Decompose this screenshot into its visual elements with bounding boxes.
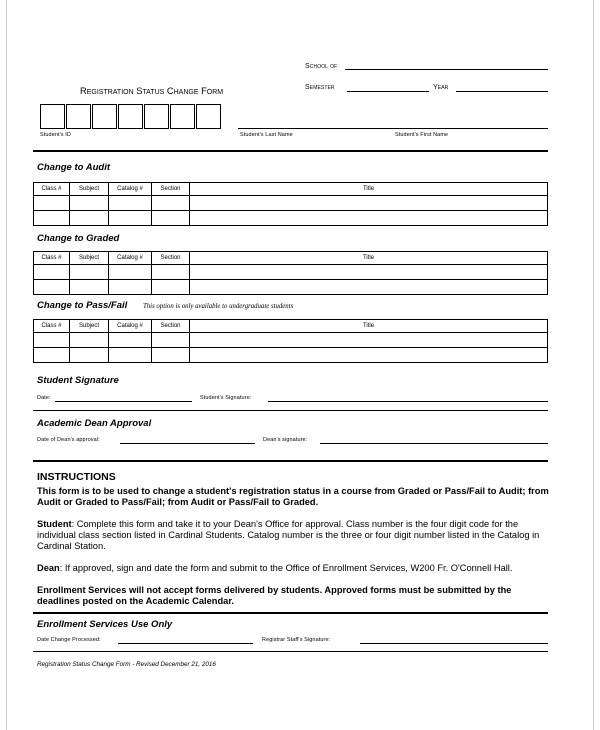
table-cell[interactable] (109, 280, 152, 295)
section-divider (33, 410, 548, 411)
instructions-paragraph: This form is to be used to change a student's registration status in a course from Graded or Pass/Fail to Audit; from Audit or Graded to Pass/Fail; from Audit or Pass/Fail to Graded. (37, 486, 549, 508)
first-name-label: Student's First Name (395, 132, 449, 138)
table-cell[interactable] (152, 196, 190, 211)
table-cell[interactable] (70, 265, 109, 280)
table-cell[interactable] (109, 348, 152, 363)
dean-date-label: Date of Dean's approval: (37, 437, 100, 443)
form-footer: Registration Status Change Form - Revised December 21, 2016 (37, 661, 216, 668)
graded-title: Change to Graded (37, 233, 120, 244)
passfail-note: This option is only available to undergraduate students (143, 303, 294, 310)
table-cell[interactable] (70, 211, 109, 226)
table-cell[interactable] (190, 211, 548, 226)
dean-date-field[interactable] (120, 443, 255, 444)
col-header: Catalog # (109, 183, 152, 196)
signature-date-label: Date: (37, 395, 51, 401)
table-cell[interactable] (109, 265, 152, 280)
table-cell[interactable] (70, 280, 109, 295)
graded-table (33, 251, 548, 295)
registrar-signature-label: Registrar Staff's Signature: (262, 637, 331, 643)
table-cell[interactable] (152, 348, 190, 363)
col-header: Section (152, 183, 190, 196)
table-cell[interactable] (70, 333, 109, 348)
section-divider (33, 150, 548, 152)
col-header: Catalog # (109, 320, 152, 333)
table-cell[interactable] (152, 333, 190, 348)
instructions-lead: Dean (37, 563, 60, 573)
table-cell[interactable] (70, 196, 109, 211)
signature-date-field[interactable] (55, 401, 192, 402)
audit-table (33, 182, 548, 226)
col-header: Subject (70, 320, 109, 333)
instructions-dean (37, 563, 549, 574)
instructions-text: : Complete this form and take it to your Dean's Office for approval. Class number is the four digit code for the individual class section listed in Cardinal Students. Catalog number is the three or four digit number listed in the Catalog in Cardinal Station. (37, 519, 540, 552)
instructions-student (37, 519, 549, 553)
passfail-table (33, 319, 548, 363)
section-divider (33, 460, 548, 462)
student-id-box[interactable] (40, 104, 65, 129)
student-id-box[interactable] (144, 104, 169, 129)
table-cell[interactable] (109, 333, 152, 348)
processed-date-field[interactable] (118, 643, 253, 644)
col-header: Catalog # (109, 252, 152, 265)
school-label: School of (305, 63, 338, 70)
semester-field[interactable] (347, 91, 429, 92)
name-field-line[interactable] (238, 128, 548, 129)
col-header: Class # (34, 252, 70, 265)
student-id-label: Student's ID (40, 132, 71, 138)
school-field[interactable] (345, 69, 548, 70)
col-header: Subject (70, 252, 109, 265)
year-label: Year (433, 84, 449, 91)
col-header: Class # (34, 320, 70, 333)
enrollment-title: Enrollment Services Use Only (37, 619, 173, 630)
form-title: Registration Status Change Form (80, 86, 224, 96)
table-cell[interactable] (70, 348, 109, 363)
table-cell[interactable] (190, 265, 548, 280)
table-cell[interactable] (190, 348, 548, 363)
col-header: Title (190, 183, 548, 196)
table-cell[interactable] (152, 280, 190, 295)
dean-signature-label: Dean's signature: (263, 437, 308, 443)
registrar-signature-field[interactable] (360, 643, 548, 644)
table-cell[interactable] (152, 265, 190, 280)
col-header: Title (190, 252, 548, 265)
table-cell[interactable] (34, 265, 70, 280)
dean-title: Academic Dean Approval (37, 418, 152, 429)
student-signature-label: Student's Signature: (200, 395, 252, 401)
semester-label: Semester (305, 84, 335, 91)
student-id-box[interactable] (66, 104, 91, 129)
student-id-box[interactable] (118, 104, 143, 129)
table-cell[interactable] (34, 196, 70, 211)
student-signature-field[interactable] (268, 401, 548, 402)
table-cell[interactable] (34, 280, 70, 295)
col-header: Section (152, 320, 190, 333)
processed-date-label: Date Change Processed: (37, 637, 101, 643)
col-header: Subject (70, 183, 109, 196)
page-edge-right (593, 0, 594, 730)
table-cell[interactable] (152, 211, 190, 226)
table-cell[interactable] (34, 348, 70, 363)
instructions-heading: INSTRUCTIONS (37, 471, 116, 483)
instructions-paragraph: Enrollment Services will not accept forms delivered by students. Approved forms must be submitted by the deadlines posted on the Academic Calendar. (37, 585, 512, 607)
last-name-label: Student's Last Name (240, 132, 293, 138)
table-cell[interactable] (109, 196, 152, 211)
audit-title: Change to Audit (37, 162, 110, 173)
passfail-title: Change to Pass/Fail (37, 300, 128, 311)
col-header: Section (152, 252, 190, 265)
section-divider (33, 612, 548, 614)
table-cell[interactable] (190, 280, 548, 295)
table-cell[interactable] (190, 333, 548, 348)
instructions-text: : If approved, sign and date the form and submit to the Office of Enrollment Services, W200 Fr. O'Connell Hall. (59, 563, 513, 573)
student-id-box[interactable] (196, 104, 221, 129)
col-header: Class # (34, 183, 70, 196)
dean-signature-field[interactable] (320, 443, 548, 444)
student-id-box[interactable] (170, 104, 195, 129)
table-cell[interactable] (190, 196, 548, 211)
page-edge-left (6, 0, 7, 730)
table-cell[interactable] (109, 211, 152, 226)
col-header: Title (190, 320, 548, 333)
student-id-box[interactable] (92, 104, 117, 129)
signature-title: Student Signature (37, 375, 119, 386)
table-cell[interactable] (34, 211, 70, 226)
table-cell[interactable] (34, 333, 70, 348)
section-divider (33, 651, 548, 652)
year-field[interactable] (456, 91, 548, 92)
instructions-lead: Student (37, 519, 72, 529)
